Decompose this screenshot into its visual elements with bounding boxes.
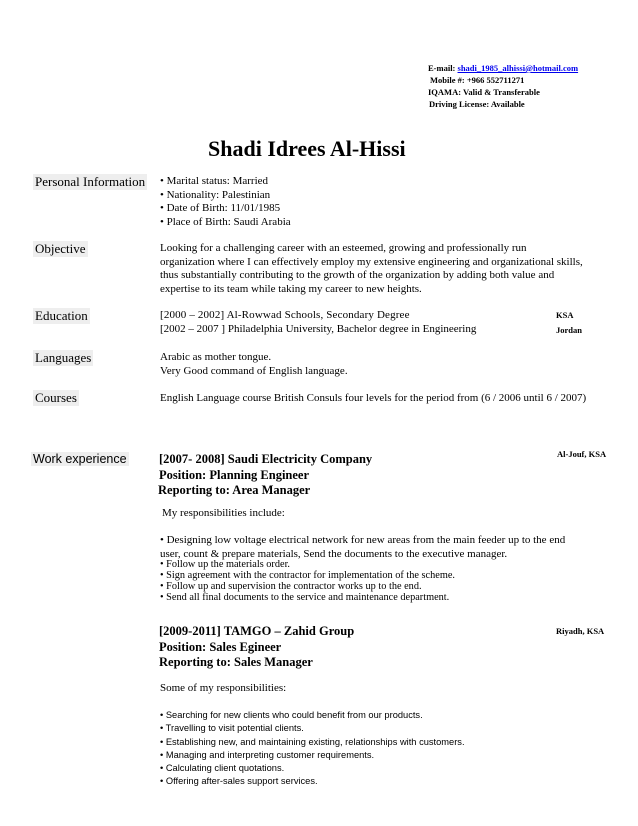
list-item: • Follow up the materials order.	[160, 559, 291, 570]
education-location: KSA	[556, 310, 574, 320]
objective-line: thus substantially contributing to the growth of the organization by adding both value and	[160, 269, 555, 281]
responsibility-line: • Designing low voltage electrical network for new areas from the main feeder up to the end	[160, 534, 566, 546]
job-location: Riyadh, KSA	[556, 626, 605, 636]
list-item: • Follow up and supervision the contractor works up to the end.	[160, 581, 422, 592]
list-item: • Travelling to visit potential clients.	[160, 723, 304, 734]
language-line: Arabic as mother tongue.	[160, 351, 272, 363]
section-heading-work: Work experience	[33, 452, 127, 466]
list-item: • Establishing new, and maintaining existing, relationships with customers.	[160, 736, 465, 747]
job-title: [2007- 2008] Saudi Electricity Company	[159, 452, 373, 466]
objective-line: Looking for a challenging career with an esteemed, growing and professionally run	[160, 242, 527, 254]
email-line	[428, 62, 578, 74]
list-item: • Send all final documents to the service and maintenance department.	[160, 592, 450, 603]
job-header	[159, 452, 372, 499]
education-location: Jordan	[556, 325, 582, 335]
mobile-line: Mobile #: +966 552711271	[430, 75, 525, 85]
objective-line: organization where I can effectively employ my extensive engineering and organizational skills,	[160, 255, 583, 268]
job-position: Position: Planning Engineer	[159, 467, 310, 482]
objective-text	[160, 242, 583, 296]
objective-line: expertise to its team while taking my career to new heights.	[160, 282, 422, 295]
job-reporting: Reporting to: Area Manager	[158, 483, 311, 497]
job-intro: Some of my responsibilities:	[160, 682, 287, 694]
list-item: • Searching for new clients who could benefit from our products.	[160, 710, 423, 720]
email-label: E-mail:	[428, 63, 458, 73]
list-item: • Offering after-sales support services.	[160, 776, 318, 787]
list-item: • Calculating client quotations.	[160, 763, 285, 774]
languages-text	[160, 351, 348, 378]
job-bullets	[160, 709, 465, 789]
section-heading-languages: Languages	[35, 350, 92, 365]
language-line: Very Good command of English language.	[160, 364, 348, 377]
job-intro: My responsibilities include:	[162, 507, 285, 519]
section-heading-courses: Courses	[35, 390, 77, 405]
education-entry: [2002 – 2007 ] Philadelphia University, Bachelor degree in Engineering	[160, 323, 477, 335]
job-reporting: Reporting to: Sales Manager	[159, 655, 313, 669]
job-first-lines	[160, 534, 565, 561]
section-heading-objective: Objective	[35, 241, 86, 256]
personal-list	[160, 175, 291, 229]
contact-block	[428, 62, 578, 110]
job-location: Al-Jouf, KSA	[557, 449, 607, 459]
responsibility-line: user, count & prepare materials, Send the documents to the executive manager.	[160, 547, 508, 560]
job-title: [2009-2011] TAMGO – Zahid Group	[159, 624, 355, 638]
candidate-name: Shadi Idrees Al-Hissi	[208, 136, 406, 161]
job-bullets	[160, 559, 455, 603]
section-heading-education: Education	[35, 308, 88, 323]
education-entry: [2000 – 2002] Al-Rowwad Schools, Secondary Degree	[160, 309, 410, 321]
driving-line: Driving License: Available	[429, 99, 525, 109]
list-item: • Sign agreement with the contractor for implementation of the scheme.	[160, 570, 455, 581]
list-item: • Marital status: Married	[160, 175, 269, 187]
job-position: Position: Sales Egineer	[159, 639, 282, 654]
list-item: • Date of Birth: 11/01/1985	[160, 202, 281, 214]
job-header	[159, 624, 354, 671]
list-item: • Nationality: Palestinian	[160, 188, 271, 201]
list-item: • Place of Birth: Saudi Arabia	[160, 215, 291, 228]
list-item: • Managing and interpreting customer requirements.	[160, 749, 375, 760]
email-link[interactable]: shadi_1985_alhissi@hotmail.com	[457, 63, 579, 73]
iqama-line: IQAMA: Valid & Transferable	[428, 87, 540, 97]
section-heading-personal: Personal Information	[35, 174, 146, 189]
courses-text: English Language course British Consuls four levels for the period from (6 / 2006 until 6 / 2007)	[160, 392, 587, 404]
